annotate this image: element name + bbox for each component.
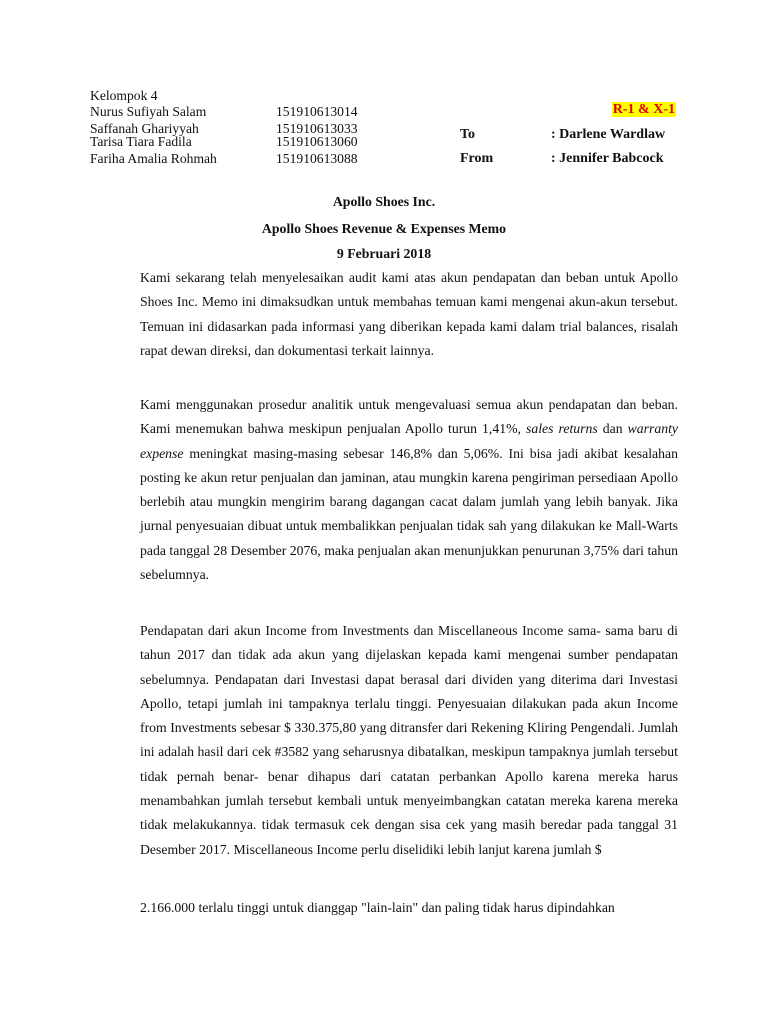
paragraph-1: Kami sekarang telah menyelesaikan audit kami atas akun pendapatan dan beban untuk Apollo Shoes Inc. Memo ini dimaksudkan untuk membahas temuan kami mengenai akun-akun tersebut. Temuan ini didasarkan pada informasi yang diberikan kepada kami dalam trial balances, risalah rapat dewan direksi, dan dokumentasi terkait lainnya.	[140, 270, 678, 358]
paragraph-2-text: dan	[597, 421, 628, 437]
member-id: 151910613088	[276, 151, 358, 166]
company-title: Apollo Shoes Inc.	[332, 194, 436, 209]
group-label: Kelompok 4	[90, 88, 158, 103]
member-id: 151910613060	[276, 134, 358, 149]
member-id: 151910613014	[276, 104, 358, 119]
from-label: From	[460, 151, 494, 166]
paragraph-4: 2.166.000 terlalu tinggi untuk dianggap "lain-lain" dan paling tidak harus dipindahkan	[140, 900, 615, 915]
to-label: To	[460, 127, 476, 142]
paragraph-2-text: meningkat masing-masing sebesar 146,8% dan 5,06%. Ini bisa jadi akibat kesalahan posting ke akun retur penjualan dan jaminan, atau mungkin karena pengiriman persediaan Apollo berlebih atau mungkin mengirim barang dagangan cacat dalam jumlah yang lebih banyak. Jika jurnal penyesuaian dibuat untuk membalikkan penjualan tidak sah yang dilakukan ke Mall-Warts pada tanggal 28 Desember 2076, maka penjualan akan menunjukkan penurunan 3,75% dari tahun sebelumnya.	[140, 445, 678, 583]
paragraph-2	[140, 393, 678, 587]
from-value: : Jennifer Babcock	[551, 151, 664, 166]
member-name: Nurus Sufiyah Salam	[90, 104, 207, 119]
case-badge-label: R-1 & X-1	[612, 102, 675, 117]
case-badge	[612, 102, 676, 118]
member-name: Fariha Amalia Rohmah	[90, 151, 217, 166]
to-value: : Darlene Wardlaw	[551, 127, 666, 142]
sales-returns-term: sales returns	[526, 421, 598, 437]
member-name: Saffanah Ghariyyah	[90, 121, 199, 136]
memo-date: 9 Februari 2018	[336, 246, 432, 261]
paragraph-3: Pendapatan dari akun Income from Investments dan Miscellaneous Income sama- sama baru di tahun 2017 dan tidak ada akun yang dijelaskan kepada kami mengenai sumber pendapatan sebelumnya. Pendapatan dari Investasi dapat berasal dari dividen yang diterima dari Investasi Apollo, tetapi jumlah ini tampaknya terlalu tinggi. Penyesuaian dilakukan pada akun Income from Investments sebesar $ 330.375,80 yang ditransfer dari Rekening Kliring Pengendali. Jumlah ini adalah hasil dari cek #3582 yang seharusnya dibatalkan, meskipun tampaknya jumlah tersebut tidak pernah benar- benar dihapus dari catatan perbankan Apollo karena mereka harus menambahkan jumlah tersebut kembali untuk menyeimbangkan catatan mereka karena mereka tidak melakukannya. tidak termasuk cek dengan sisa cek yang masih beredar pada tanggal 31 Desember 2017. Miscellaneous Income perlu diselidiki lebih lanjut karena jumlah $	[140, 623, 678, 857]
member-name: Tarisa Tiara Fadila	[90, 134, 192, 149]
warranty-expense-term: warranty expense	[140, 421, 678, 461]
member-id: 151910613033	[276, 121, 358, 136]
memo-subject: Apollo Shoes Revenue & Expenses Memo	[261, 221, 507, 236]
paragraph-2-text: Kami menggunakan prosedur analitik untuk mengevaluasi semua akun pendapatan dan beban. Kami menemukan bahwa meskipun penjualan Apollo turun 1,41%,	[140, 397, 678, 437]
